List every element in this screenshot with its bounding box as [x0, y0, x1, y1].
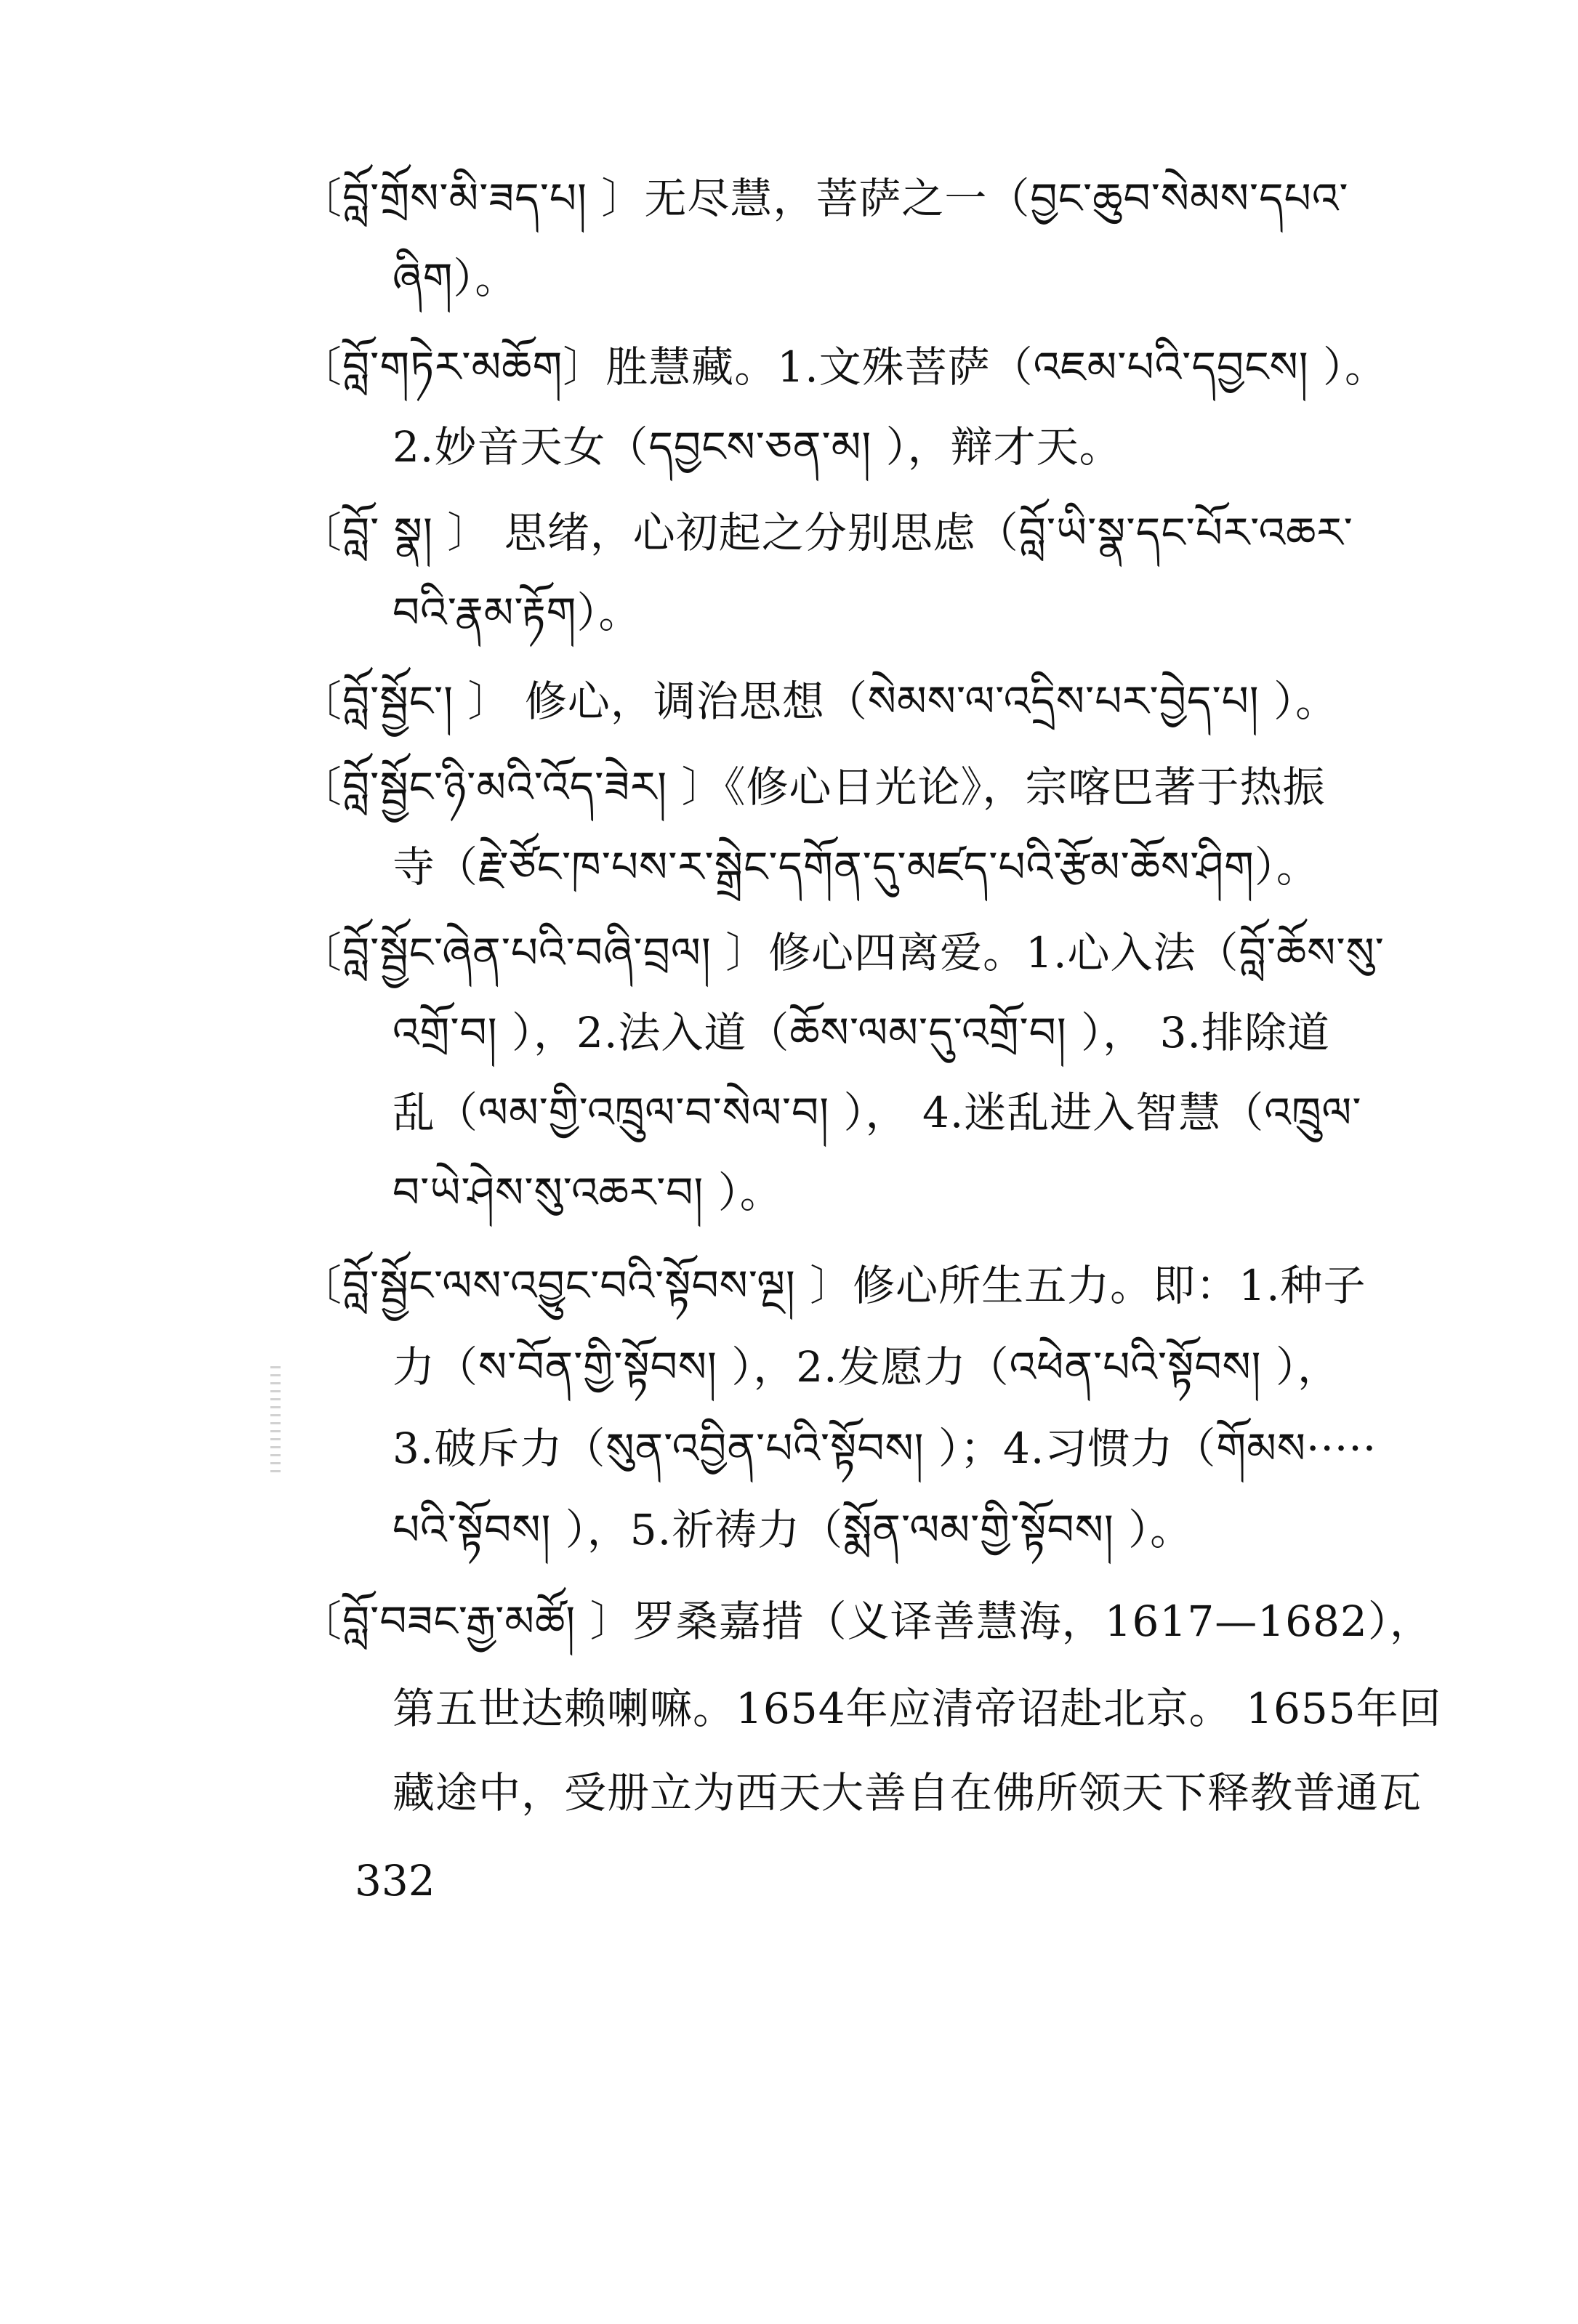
scan-speck [270, 1366, 281, 1475]
entry-continuation-line: 力（ས་བོན་གྱི་སྟོབས། ），2.发愿力（འཕེན་པའི་སྟོབས། ）， [393, 1342, 1340, 1392]
entry-blo-gter-mchog: 〔བློ་གཏེར་མཆོག〕胜慧藏。1.文殊菩萨（འཇམ་པའི་དབྱངས། ）。 [299, 342, 1388, 392]
entry-continuation-line: 第五世达赖喇嘛。1654年应清帝诏赴北京。 1655年回 [393, 1684, 1442, 1733]
entry-continuation-line: 寺（རྗེ་ཙོང་ཁ་པས་ར་སྒྲེང་དགོན་དུ་མཛད་པའི་རྩོམ་ཆོས་ཤིག）。 [393, 842, 1319, 892]
entry-blo-sbyong-nyi-ma-od-zer: 〔བློ་སྦྱོང་ཉི་མའི་འོད་ཟེར། 〕《修心日光论》，宗喀巴著于热振 [299, 762, 1326, 812]
entry-blo-bzang-rgya-mtsho: 〔བློ་བཟང་རྒྱ་མཚོ། 〕罗桑嘉措（义译善慧海，1617—1682）， [299, 1597, 1433, 1646]
entry-continuation-line: བ་ཡེ་ཤེས་སུ་འཆར་བ། ）。 [393, 1168, 783, 1217]
entry-continuation-line: འགྲོ་བ། ），2.法入道（ཆོས་ལམ་དུ་འགྲོ་བ། ）， 3.排除道 [393, 1008, 1330, 1057]
entry-continuation-line: 藏途中，受册立为西天大善自在佛所领天下释教普通瓦 [393, 1768, 1422, 1817]
entry-continuation-line: པའི་སྟོབས། ），5.祈祷力（སྨོན་ལམ་གྱི་སྟོབས། ）。 [393, 1505, 1193, 1554]
entry-continuation-line: 乱（ལམ་གྱི་འཁྲུལ་བ་སེལ་བ། ）， 4.迷乱进入智慧（འཁྲུལ་ [393, 1088, 1362, 1137]
entry-continuation-line: 2.妙音天女（དབྱངས་ཅན་མ། ），辩才天。 [393, 422, 1122, 472]
entry-blo-sbyong-zhen-pa-bzhi-bral: 〔བློ་སྦྱོང་ཞེན་པའི་བཞི་བྲལ། 〕修心四离爱。1.心入法（བློ་ཆོས་སུ་ [299, 928, 1385, 977]
entry-blo-gros-mi-zad-pa: 〔བློ་གྲོས་མི་ཟད་པ། 〕无尽慧，菩萨之一（བྱང་ཆུབ་སེམས་དཔའ་ [299, 174, 1349, 223]
page-number: 332 [355, 1856, 435, 1905]
entry-continuation-line: 3.破斥力（སུན་འབྱིན་པའི་སྟོབས། ）；4.习惯力（གོམས····· [393, 1424, 1377, 1473]
entry-blo-sbyong-las-byung-stobs-lnga: 〔བློ་སྦྱོང་ལས་འབྱུང་བའི་སྟོབས་ལྔ། 〕修心所生五力。即：1.种子 [299, 1261, 1366, 1310]
entry-blo-sna: 〔བློ་ སྣ། 〕 思绪，心初起之分别思虑（བློ་ཡི་སྣ་དང་པོར་འཆར་ [299, 508, 1353, 557]
entry-continuation-line: ཞིག）。 [393, 254, 518, 303]
entry-blo-sbyong: 〔བློ་སྦྱོང་། 〕 修心，调治思想（སེམས་ལ་འདྲིས་པར་བྱེད་པ། ）。 [299, 677, 1339, 726]
entry-continuation-line: བའི་རྣམ་རྟོག）。 [393, 588, 642, 637]
